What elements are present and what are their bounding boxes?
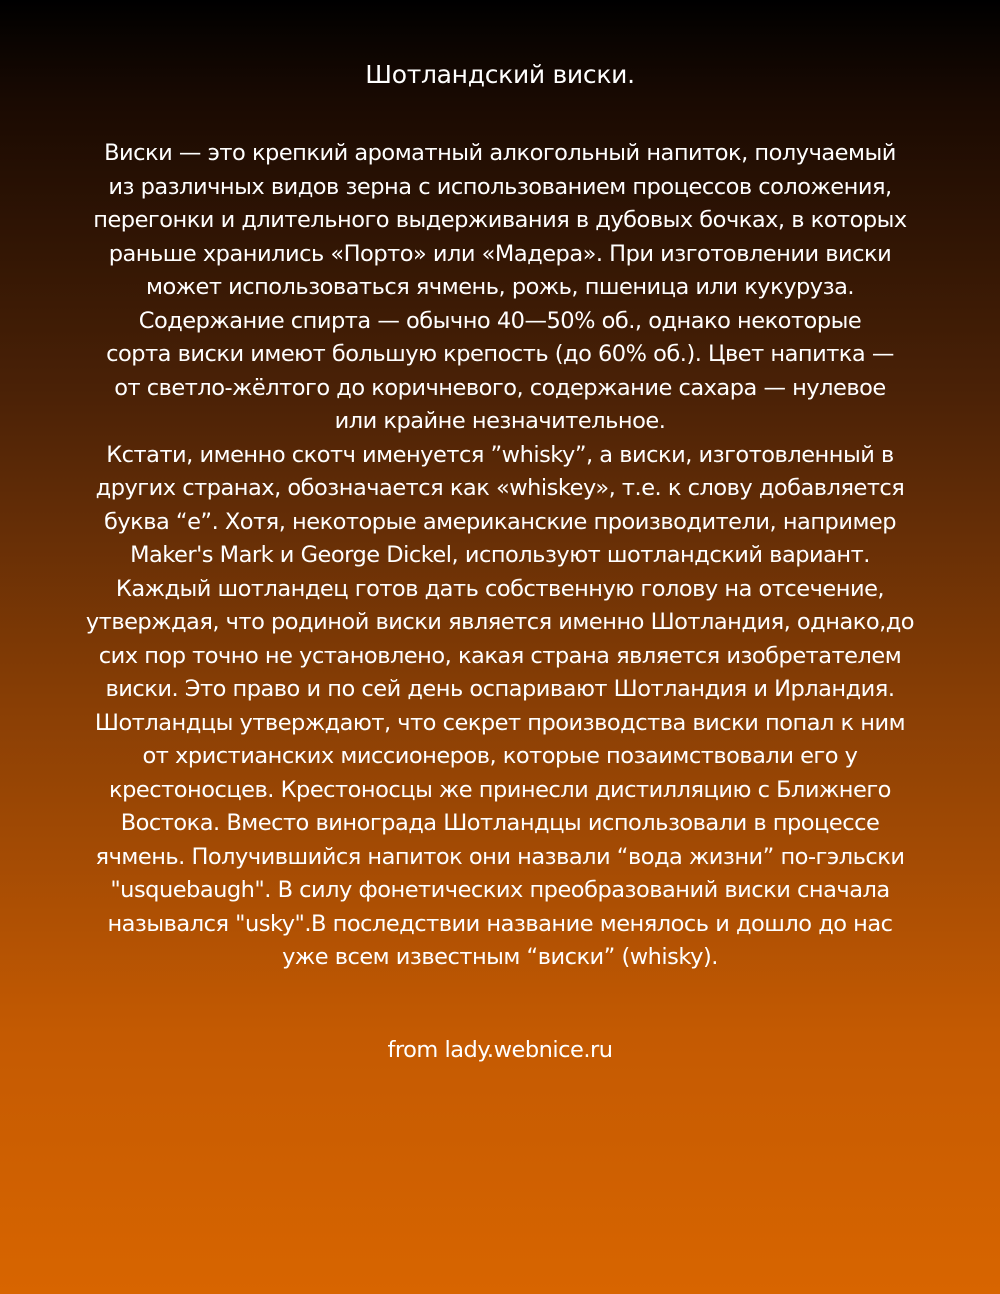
body-line: Maker's Mark и George Dickel, используют шотландский вариант. (130, 542, 870, 568)
body-line: крестоносцев. Крестоносцы же принесли дистилляцию с Ближнего (109, 776, 891, 803)
body-line: виски. Это право и по сей день оспаривают Шотландия и Ирландия. (105, 676, 895, 702)
body-line: из различных видов зерна с использованием процессов соложения, (108, 173, 892, 200)
body-line: от светло-жёлтого до коричневого, содержание сахара — нулевое (114, 374, 886, 401)
body-line: Кстати, именно скотч именуется ”whisky”, а виски, изготовленный в (106, 441, 894, 468)
article-body (40, 137, 960, 975)
body-line: Виски — это крепкий ароматный алкогольный напиток, получаемый (104, 140, 896, 166)
body-line: назывался "usky".В последствии название менялось и дошло до нас (107, 910, 893, 937)
body-line: утверждая, что родиной виски является именно Шотландия, однако,до (85, 609, 915, 635)
body-line: Содержание спирта — обычно 40—50% об., однако некоторые (138, 307, 862, 334)
body-line: сорта виски имеют большую крепость (до 60% об.). Цвет напитка — (106, 341, 894, 367)
body-line: сих пор точно не установлено, какая страна является изобретателем (98, 642, 902, 669)
body-line: Востока. Вместо винограда Шотландцы использовали в процессе (120, 810, 880, 836)
body-line: "usquebaugh". В силу фонетических преобразований виски сначала (110, 877, 890, 903)
source-credit: from lady.webnice.ru (387, 1037, 613, 1063)
body-line: может использоваться ячмень, рожь, пшеница или кукуруза. (145, 274, 855, 300)
body-line: буква “e”. Хотя, некоторые американские производители, например (103, 508, 897, 535)
body-line: или крайне незначительное. (334, 408, 666, 434)
page-title: Шотландский виски. (365, 60, 635, 89)
body-line: Шотландцы утверждают, что секрет производства виски попал к ним (94, 709, 906, 736)
body-line: ячмень. Получившийся напиток они назвали “вода жизни” по-гэльски (95, 843, 905, 870)
body-line: от христианских миссионеров, которые позаимствовали его у (142, 743, 858, 769)
body-line: Каждый шотландец готов дать собственную голову на отсечение, (115, 575, 885, 602)
body-line: перегонки и длительного выдерживания в дубовых бочках, в которых (93, 207, 907, 233)
body-line: раньше хранились «Порто» или «Мадера». При изготовлении виски (108, 240, 892, 267)
body-line: других странах, обозначается как «whiskey», т.е. к слову добавляется (95, 475, 905, 501)
body-line: уже всем известным “виски” (whisky). (282, 944, 718, 970)
